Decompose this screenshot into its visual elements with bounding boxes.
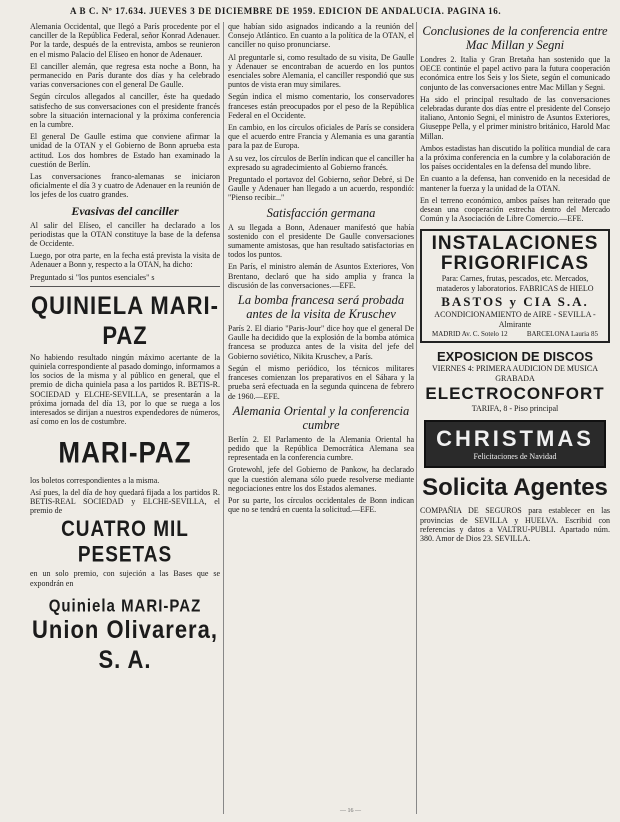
record-ad-title: EXPOSICION DE DISCOS	[436, 349, 594, 365]
article-paragraph: El general De Gaulle estima que conviene afirmar la unidad de la OTAN y el Gobierno de Bonn aprueba esta actitud. Los dos hombres de Estado han examinado la cuestión de Berlín.	[30, 132, 220, 169]
article-paragraph: Preguntado si "los puntos esenciales" s	[30, 272, 155, 282]
article-paragraph: Ambos estadistas han discutido la política mundial de cara a la próxima conferencia en la cumbre y la colaboración de los países occidentales en la defensa del mundo libre.	[420, 143, 610, 172]
article-paragraph: París 2. El diario "Paris-Jour" dice hoy que el general De Gaulle ha decidido que la explosión de la bomba atómica francesa se produzca antes de la visita del jefe del Gobierno soviético, Nikita Kruschev, a París.	[228, 324, 414, 361]
article-paragraph: Preguntado el portavoz del Gobierno, señor Debré, si De Gaulle y Adenauer han llegado a un acuerdo, respondió: "Pienso recibir..."	[228, 175, 414, 203]
page-header: A B C. Nº 17.634. JUEVES 3 DE DICIEMBRE DE 1959. EDICION DE ANDALUCIA. PAGINA 16.	[70, 6, 502, 16]
agents-ad	[420, 474, 610, 543]
article-paragraph: que habían sido asignados indicando a la reunión del Consejo Atlántico. En cuanto a la política de la OTAN, el canciller no quiso pronunciarse.	[228, 22, 414, 50]
refrigeration-ad-brand: BASTOS y CIA S.A.	[441, 294, 589, 310]
christmas-ad-sub: Felicitaciones de Navidad	[473, 452, 557, 462]
article-paragraph: En París, el ministro alemán de Asuntos Exteriores, Von Brentano, declaró que ha sido amplia y franca la discusión de las conversaciones.—EFE.	[228, 262, 414, 290]
section-heading: La bomba francesa será probada antes de la visita de Kruschev	[237, 293, 405, 322]
quiniela-ad-title: QUINIELA MARI-PAZ	[31, 290, 219, 350]
section-heading: Conclusiones de la conferencia entre Mac Millan y Segni	[422, 24, 608, 52]
column-3	[420, 22, 610, 814]
prize-amount: CUATRO MIL PESETAS	[61, 518, 189, 568]
christmas-ad-title: CHRISTMAS	[436, 426, 594, 452]
article-paragraph: Al preguntarle si, como resultado de su visita, De Gaulle y Adenauer se encontraban de acuerdo en los puntos esenciales sobre Alemania, el canciller respondió que sus puntos de vista eran muy similares.	[228, 52, 414, 90]
record-ad-brand: ELECTROCONFORT	[425, 384, 605, 404]
article-paragraph: Ha sido el principal resultado de las conversaciones celebradas durante dos días entre el presidente del Consejo italiano, Antonio Segni, el ministro de Asuntos Exteriores, Giuseppe Pella, y el primer ministro británico, Harold Mac Millan.	[420, 94, 610, 141]
ad-paragraph: No habiendo resultado ningún máximo acertante de la quiniela correspondiente al pasado domingo, informamos a los socios de la misma y al público en general, que el premio de dicha quiniela pasa a los partidos R. BETIS-R. SOCIEDAD y ELCHE-SEVILLA, se presentarán a la próxima jornada del día 13, por lo que se ruega a los interesados se dirijan a nuestros expendedores de números, así como en los de costumbre.	[30, 352, 220, 427]
record-ad-address: TARIFA, 8 - Piso principal	[471, 404, 559, 414]
mari-paz-logo: MARI-PAZ	[58, 434, 192, 469]
refrigeration-ad-text: Para: Carnes, frutas, pescados, etc. Mercados, mataderos y laboratorios. FABRICAS de HIELO	[436, 274, 594, 294]
article-paragraph: En cuanto a la defensa, han convenido en la necesidad de mantener la fuerza y la unidad de la OTAN.	[420, 174, 610, 193]
article-paragraph: El canciller alemán, que regresa esta noche a Bonn, ha permanecido en París durante dos días y ha celebrado varias conversaciones con el general De Gaulle.	[30, 61, 220, 90]
column-2	[228, 22, 414, 814]
article-paragraph: Por su parte, los círculos occidentales de Bonn indican que no se tendrá en cuenta la solicitud.—EFE.	[228, 495, 414, 515]
divider	[30, 286, 220, 287]
column-rule	[416, 22, 417, 814]
record-ad-text: VIERNES 4: PRIMERA AUDICION DE MUSICA GRABADA	[431, 364, 598, 384]
agents-ad-title: Solicita Agentes	[422, 474, 608, 502]
article-paragraph: Según el mismo periódico, los técnicos militares franceses comienzan los preparativos en el Sáhara y la prueba será efectuada en la segunda quincena de febrero de 1960.—EFE.	[228, 363, 414, 401]
ad-paragraph: en un solo premio, con sujeción a las Bases que se expondrán en	[30, 569, 220, 588]
article-paragraph: A su llegada a Bonn, Adenauer manifestó que había sostenido con el presidente De Gaulle conversaciones sumamente amistosas, que han resultado satisfactorias en todos los puntos.	[228, 222, 414, 260]
article-paragraph: Grotewohl, jefe del Gobierno de Pankow, ha declarado que la cuestión alemana sólo puede resolverse mediante negociaciones entre los dos Estados alemanes.	[228, 465, 414, 493]
christmas-ad	[424, 420, 606, 468]
quiniela-name: Quiniela MARI-PAZ	[48, 596, 202, 616]
agents-ad-text: COMPAÑIA DE SEGUROS para establecer en las provincias de SEVILLA y HUELVA. Escribid con referencias y datos a VALTRU-PUBLI. Apartado núm. 380. Amor de Dios 23. SEVILLA.	[420, 506, 610, 544]
sponsor-name: Union Olivarera, S. A.	[32, 614, 218, 674]
article-paragraph: Luego, por otra parte, en la fecha está prevista la visita de Adenauer a Bonn y, respecto a la OTAN, ha dicho:	[30, 251, 220, 270]
column-rule	[223, 22, 224, 814]
refrigeration-ad	[420, 229, 610, 343]
section-heading: Alemania Oriental y la conferencia cumbre	[232, 403, 410, 432]
ad-paragraph: Así pues, la del día de hoy quedará fijada a los partidos R. BETIS-REAL SOCIEDAD y ELCHE-SEVILLA, el premio de	[30, 487, 220, 516]
article-paragraph: A su vez, los círculos de Berlín indican que el canciller ha expresado su agradecimiento al Gobierno francés.	[228, 153, 414, 172]
section-heading: Evasivas del canciller	[71, 203, 179, 218]
ad-paragraph: los boletos correspondientes a la misma.	[30, 475, 160, 485]
article-paragraph: Londres 2. Italia y Gran Bretaña han sostenido que la OECE continúe el papel activo para la futura cooperación económica entre los Seis y los Siete, según el comunicado conjunto de las conversaciones entre Mac Millan y Segni.	[420, 55, 610, 92]
record-exhibition-ad	[420, 349, 610, 414]
page-footer-mark: — 16 —	[340, 808, 361, 814]
section-heading: Satisfacción germana	[266, 205, 376, 220]
column-1	[30, 22, 220, 814]
refrigeration-ad-sub: ACONDICIONAMIENTO de AIRE - SEVILLA - Almirante	[434, 310, 596, 330]
article-paragraph: Berlín 2. El Parlamento de la Alemania Oriental ha pedido que la República Democrática Alemana sea representada en la conferencia cumbre.	[228, 434, 414, 463]
article-paragraph: Las conversaciones franco-alemanas se iniciaron oficialmente el día 3 y cuatro de Adenauer en la reunión de los jefes de los cuatro grandes.	[30, 172, 220, 200]
article-paragraph: En cambio, en los círculos oficiales de París se considera que el acuerdo entre Francia y Alemania es una garantía para la paz de Europa.	[228, 123, 414, 151]
barcelona-address: BARCELONA Lauria 85	[526, 330, 598, 339]
article-paragraph: Alemania Occidental, que llegó a París procedente por el canciller de la República Federal, señor Konrad Adenauer. Por la tarde, después de la entrevista, ambos se reunieron en el mismo Palacio del Elíseo en honor de Adenauer.	[30, 22, 220, 59]
article-paragraph: Al salir del Elíseo, el canciller ha declarado a los periodistas que la OTAN constituye la base de la defensa de Occidente.	[30, 220, 220, 249]
article-paragraph: En el terreno económico, ambos países han reiterado que desean una cooperación estrecha dentro del Mercado Común y la Asociación de Libre Comercio.—EFE.	[420, 195, 610, 224]
madrid-address: MADRID Av. C. Sotelo 12	[432, 330, 508, 339]
refrigeration-ad-title: INSTALACIONES FRIGORIFICAS	[431, 233, 599, 275]
article-paragraph: Según indica el mismo comentario, los conservadores franceses están preocupados por el peso de la República Federal en el Occidente.	[228, 92, 414, 120]
article-paragraph: Según círculos allegados al canciller, éste ha quedado satisfecho de sus conversaciones con el presidente francés sobre la situación internacional y la próxima conferencia en la cumbre.	[30, 92, 220, 130]
